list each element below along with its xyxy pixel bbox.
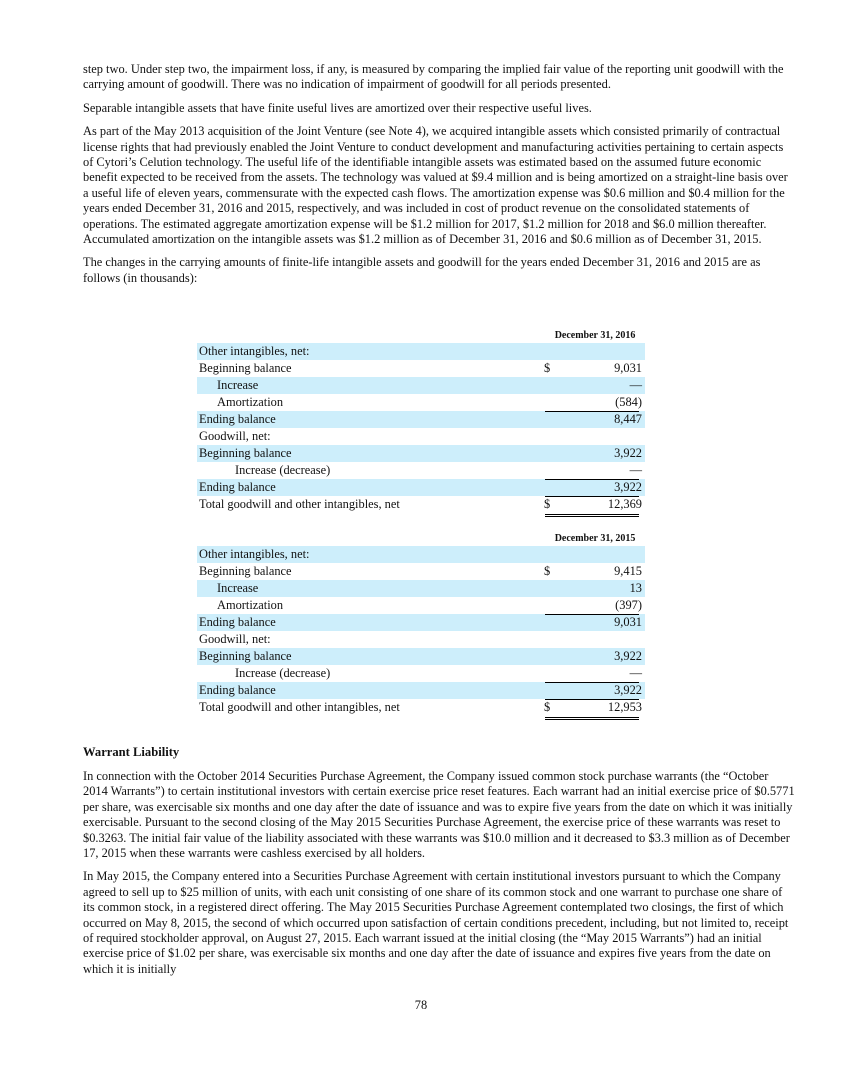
table-row: Total goodwill and other intangibles, net $ 12,369 [197, 496, 645, 513]
table-2015-header: December 31, 2015 [197, 532, 645, 546]
table-row: Increase (decrease) — [235, 666, 642, 680]
table-row: Other intangibles, net: [197, 546, 645, 563]
table-row: Beginning balance 3,922 [197, 445, 645, 462]
section-title-warrant-liability: Warrant Liability [83, 745, 180, 759]
table-row: Ending balance 8,447 [197, 411, 645, 428]
table-row: Increase (decrease) — [235, 463, 642, 477]
table-row: Ending balance 3,922 [197, 479, 645, 496]
table-row: Total goodwill and other intangibles, net $ 12,953 [197, 699, 645, 716]
table-row: Increase 13 [197, 580, 645, 597]
table-row: Other intangibles, net: [197, 343, 645, 360]
paragraph-changes-intro: The changes in the carrying amounts of finite-life intangible assets and goodwill for the years ended December 31, 2016 and 2015 are as follows (in thousands): [83, 255, 761, 285]
table-row: Ending balance 9,031 [197, 614, 645, 631]
paragraph-october-2014-warrants: In connection with the October 2014 Securities Purchase Agreement, the Company issued common stock purchase warrants (the “October 2014 Warrants”) to certain institutional investors with certain exercise price reset features. Each warrant had an initial exercise price of $0.5771 per share, was exercisable six months and one day after the date of issuance and was to expire five years from the date on which it was initially exercisable. Pursuant to the second closing of the May 2015 Securities Purchase Agreement, the exercise price of these warrants was reset to $0.3263. The initial fair value of the liability associated with these warrants was $10.0 million and it decreased to $3.3 million as of December 17, 2015 when these warrants were cashless exercised by all holders. [83, 769, 795, 861]
paragraph-impairment: step two. Under step two, the impairment loss, if any, is measured by comparing the implied fair value of the reporting unit goodwill with the carrying amount of goodwill. There was no indication of impairment of goodwill for all periods presented. [83, 62, 784, 92]
table-row: Goodwill, net: [199, 632, 271, 646]
top-text-block [83, 62, 795, 294]
table-row: Increase — [197, 377, 645, 394]
paragraph-finite-lives: Separable intangible assets that have finite useful lives are amortized over their respective useful lives. [83, 100, 592, 115]
table-row: Amortization (397) [217, 598, 642, 612]
paragraph-may-2015-agreement: In May 2015, the Company entered into a Securities Purchase Agreement with certain institutional investors pursuant to which the Company agreed to sell up to $25 million of units, with each unit consisting of one share of its common stock and one warrant to purchase one share of its common stock, in a registered direct offering. The May 2015 Securities Purchase Agreement contemplated two closings, the first of which occurred on May 8, 2015, the second of which occurred upon satisfaction of certain conditions precedent, including, but not limited to, receipt of required stockholder approval, on August 27, 2015. Each warrant issued at the initial closing (the “May 2015 Warrants”) had an initial exercise price of $1.02 per share, was exercisable six months and one day after the date of issuance and expires five years from the date on which it is initially [83, 869, 789, 976]
table-row: Beginning balance $ 9,415 [199, 564, 642, 578]
table-row: Amortization (584) [217, 395, 642, 409]
paragraph-joint-venture: As part of the May 2013 acquisition of the Joint Venture (see Note 4), we acquired intangible assets which consisted primarily of contractual license rights that had previously enabled the Joint Venture to conduct development and manufacturing activities pertaining to certain aspects of Cytori’s Celution technology. The useful life of the identifiable intangible assets was estimated based on the assumed future economic benefit expected to be received from the assets. The technology was valued at $9.4 million and is being amortized on a straight-line basis over a useful life of eleven years, commensurate with the expected cash flows. The amortization expense was $0.6 million and $0.4 million for the years ended December 31, 2016 and 2015, respectively, and was included in cost of product revenue on the consolidated statements of operations. The estimated aggregate amortization expense will be $1.2 million for 2017, $1.2 million for 2018 and $6.0 million thereafter. Accumulated amortization on the intangible assets was $1.2 million as of December 31, 2016 and $0.6 million as of December 31, 2015. [83, 124, 788, 247]
table-2016-header: December 31, 2016 [197, 329, 645, 343]
table-row: Beginning balance $ 9,031 [199, 361, 642, 375]
table-2015 [197, 532, 645, 716]
table-row: Ending balance 3,922 [197, 682, 645, 699]
table-row: Goodwill, net: [199, 429, 271, 443]
table-2016 [197, 329, 645, 513]
page-number: 78 [414, 998, 428, 1012]
bottom-text-block [83, 769, 795, 985]
table-row: Beginning balance 3,922 [197, 648, 645, 665]
